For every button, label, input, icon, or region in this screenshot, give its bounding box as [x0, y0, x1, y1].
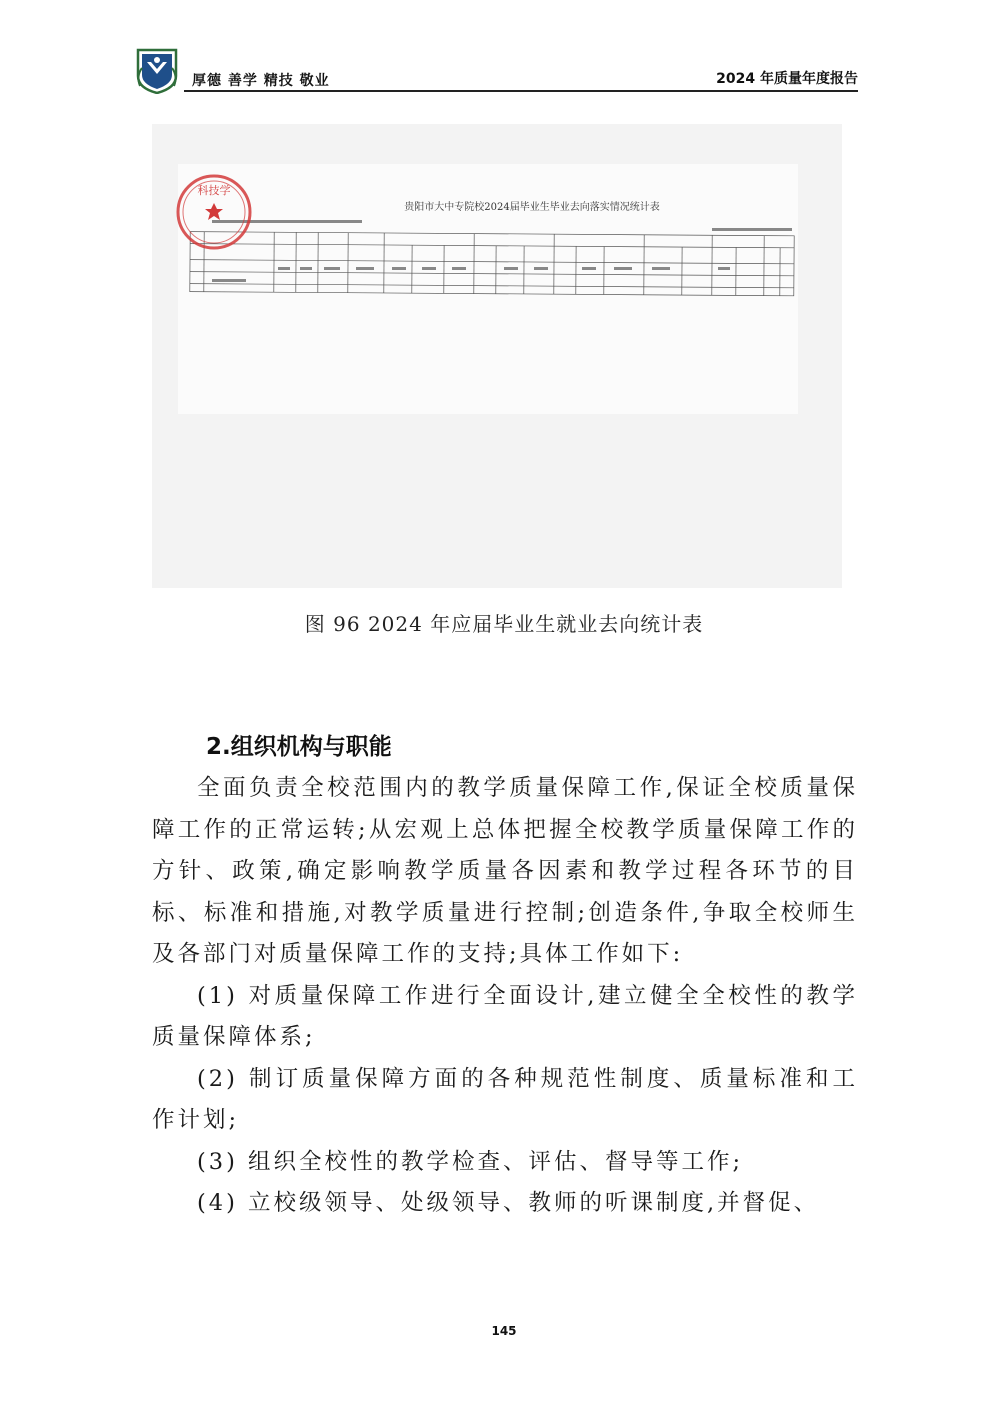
scanned-table-title: 贵阳市大中专院校2024届毕业生毕业去向落实情况统计表 — [404, 202, 660, 213]
report-title: 2024 年质量年度报告 — [716, 71, 858, 87]
header-rule — [184, 90, 858, 92]
section-title: 2.组织机构与职能 — [206, 734, 392, 760]
page-header — [130, 44, 858, 96]
stamp-text: 科技学 — [197, 184, 231, 197]
body-paragraph: (2) 制订质量保障方面的各种规范性制度、质量标准和工作计划; — [152, 1065, 858, 1133]
body-paragraph: (1) 对质量保障工作进行全面设计,建立健全全校性的教学质量保障体系; — [152, 982, 858, 1050]
school-logo-icon — [134, 46, 180, 94]
page-number: 145 — [491, 1324, 517, 1338]
scanned-statistics-table-image — [152, 124, 842, 588]
body-paragraph: (4) 立校级领导、处级领导、教师的听课制度,并督促、 — [197, 1190, 820, 1216]
figure-caption: 图 96 2024 年应届毕业生就业去向统计表 — [304, 612, 704, 636]
school-motto: 厚德 善学 精技 敬业 — [192, 73, 330, 89]
scanned-table-graphic — [152, 124, 842, 588]
body-paragraph: (3) 组织全校性的教学检查、评估、督导等工作; — [197, 1148, 744, 1175]
body-paragraph: 全面负责全校范围内的教学质量保障工作,保证全校质量保障工作的正常运转;从宏观上总体把握全校教学质量保障工作的方针、政策,确定影响教学质量各因素和教学过程各环节的目标、标准和措施,对教学质量进行控制;创造条件,争取全校师生及各部门对质量保障工作的支持;具体工作如下: — [152, 775, 858, 967]
section-body — [152, 768, 858, 1225]
